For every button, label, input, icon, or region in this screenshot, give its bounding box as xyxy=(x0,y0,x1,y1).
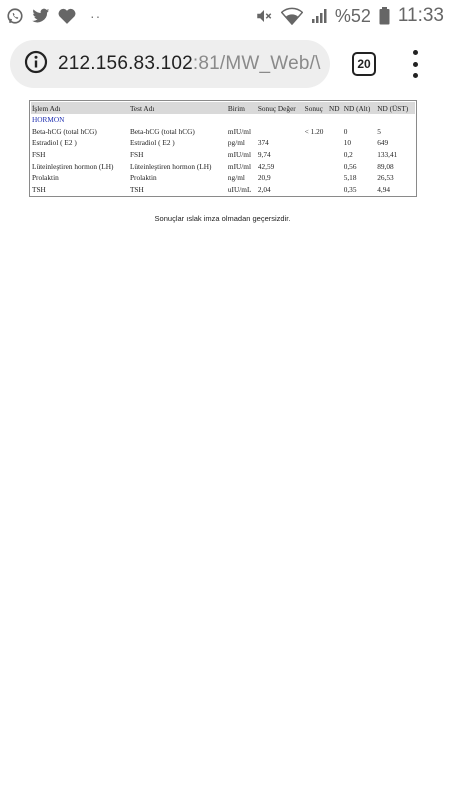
cell-nd-alt: 0,56 xyxy=(343,161,357,171)
overflow-menu-button[interactable] xyxy=(405,50,425,78)
table-header-row xyxy=(31,102,415,114)
cell-birim: uIU/mL xyxy=(227,184,252,194)
cell-nd-alt: 0,35 xyxy=(343,184,357,194)
cell-birim: mIU/ml xyxy=(227,161,252,171)
cell-test-adi: Prolaktin xyxy=(129,173,157,183)
cell-sonuc-deger: 42,59 xyxy=(257,161,275,171)
heart-icon xyxy=(58,8,76,24)
menu-dot-icon xyxy=(413,50,418,55)
cell-sonuc xyxy=(304,172,328,184)
menu-dot-icon xyxy=(413,62,418,67)
cell-nd-ust: 4,94 xyxy=(377,184,390,194)
cell-nd-ust: 89,08 xyxy=(377,161,394,171)
cell-sonuc xyxy=(304,137,328,149)
cell-sonuc-deger: 9,74 xyxy=(257,150,271,160)
status-bar-right xyxy=(255,5,444,27)
cell-nd xyxy=(328,149,343,161)
cell-test-adi: FSH xyxy=(129,150,144,160)
status-bar-left xyxy=(6,7,101,25)
signature-disclaimer: Sonuçlar ıslak imza olmadan geçersizdir. xyxy=(154,214,291,223)
cell-test-adi: TSH xyxy=(129,184,144,194)
battery-percent: %52 xyxy=(334,5,371,26)
cell-nd-ust: 649 xyxy=(377,138,389,148)
cell-test-adi: Lüteinleştiren hormon (LH) xyxy=(129,161,212,171)
cell-sonuc-deger: 2,04 xyxy=(257,184,271,194)
signal-icon xyxy=(311,8,327,24)
menu-dot-icon xyxy=(413,73,418,78)
cell-test-adi: Beta-hCG (total hCG) xyxy=(129,126,195,136)
cell-islem-adi: Prolaktin xyxy=(32,173,59,183)
cell-sonuc: < 1.20 xyxy=(304,126,324,136)
cell-nd xyxy=(328,160,343,172)
header-islem-adi: İşlem Adı xyxy=(31,102,129,114)
mute-icon xyxy=(255,7,273,25)
cell-nd xyxy=(328,137,343,149)
whatsapp-icon xyxy=(6,7,24,25)
cell-islem-adi: Beta-hCG (total hCG) xyxy=(32,126,97,136)
cell-islem-adi: FSH xyxy=(32,150,46,160)
status-bar xyxy=(0,0,450,32)
cell-nd-alt: 5,18 xyxy=(343,173,357,183)
notification-dots: ·· xyxy=(90,8,102,24)
header-birim: Birim xyxy=(227,102,257,114)
group-label: HORMON xyxy=(32,115,65,125)
cell-nd-alt: 0,2 xyxy=(343,150,353,160)
cell-sonuc-deger: 20,9 xyxy=(257,173,271,183)
cell-sonuc xyxy=(304,149,328,161)
cell-birim: ng/ml xyxy=(227,173,245,183)
table-row xyxy=(31,172,415,184)
cell-nd-ust: 133,41 xyxy=(377,150,398,160)
battery-icon xyxy=(379,7,390,25)
table-row xyxy=(31,126,415,138)
cell-nd xyxy=(328,172,343,184)
results-table xyxy=(31,102,415,195)
twitter-icon xyxy=(32,8,50,24)
header-sonuc-deger: Sonuç Değer xyxy=(257,102,304,114)
cell-sonuc xyxy=(304,160,328,172)
cell-sonuc-deger xyxy=(257,126,304,138)
browser-toolbar xyxy=(0,32,450,94)
table-row xyxy=(31,137,415,149)
cell-nd-ust: 26,53 xyxy=(377,173,394,183)
cell-nd-ust: 5 xyxy=(377,126,381,136)
header-nd: ND xyxy=(328,102,343,114)
header-nd-alt: ND (Alt) xyxy=(343,102,377,114)
wifi-icon xyxy=(281,7,303,25)
table-row xyxy=(31,149,415,161)
tab-switcher-button[interactable]: 20 xyxy=(352,52,376,76)
cell-birim: mIU/ml xyxy=(227,150,252,160)
address-bar[interactable] xyxy=(10,40,330,88)
header-test-adi: Test Adı xyxy=(129,102,227,114)
clock: 11:33 xyxy=(397,5,444,26)
cell-nd xyxy=(328,184,343,196)
results-table-container xyxy=(29,100,417,197)
header-sonuc: Sonuç xyxy=(304,102,328,114)
header-nd-ust: ND (ÜST) xyxy=(376,102,415,114)
cell-birim: pg/ml xyxy=(227,138,245,148)
cell-nd-alt: 10 xyxy=(343,138,351,148)
cell-islem-adi: Estradiol ( E2 ) xyxy=(32,138,77,148)
url-host: 212.156.83.102 xyxy=(58,53,193,74)
cell-islem-adi: TSH xyxy=(32,184,46,194)
cell-nd xyxy=(328,126,343,138)
url-text[interactable] xyxy=(58,53,321,75)
info-icon[interactable] xyxy=(24,50,48,79)
url-path: :81/MW_Web/\ xyxy=(192,53,321,74)
table-row xyxy=(31,184,415,196)
group-row xyxy=(31,114,415,126)
cell-nd-alt: 0 xyxy=(343,126,348,136)
cell-sonuc xyxy=(304,184,328,196)
cell-test-adi: Estradiol ( E2 ) xyxy=(129,138,175,148)
table-row xyxy=(31,160,415,172)
cell-sonuc-deger: 374 xyxy=(257,138,269,148)
cell-birim: mIU/ml xyxy=(227,126,252,136)
cell-islem-adi: Lüteinleştiren hormon (LH) xyxy=(32,161,114,171)
